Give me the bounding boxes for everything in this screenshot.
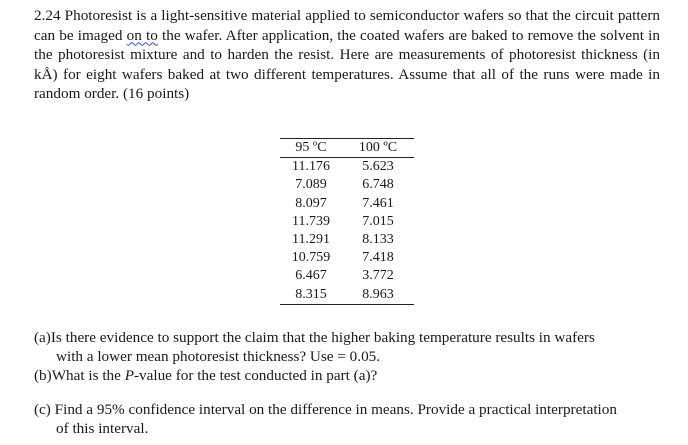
problem-statement bbox=[34, 6, 660, 104]
problem-text-start: 2.24 Photoresist is a light-sensitive material applied to semiconductor wafers so that the circuit pattern can be imaged bbox=[34, 7, 660, 44]
question-c-line2: of this interval. bbox=[56, 420, 149, 437]
column-header-95c: 95 ºC bbox=[280, 139, 342, 158]
table-cell: 8.097 bbox=[295, 195, 327, 211]
table-row bbox=[280, 176, 414, 194]
table-row bbox=[280, 286, 414, 305]
table-cell: 6.467 bbox=[295, 268, 327, 284]
thickness-data-table bbox=[280, 138, 414, 305]
table-cell: 3.772 bbox=[362, 268, 394, 284]
question-c bbox=[34, 400, 670, 438]
question-c-label: (c) bbox=[34, 401, 51, 418]
question-b-text-pre: What is the bbox=[51, 367, 125, 384]
table-row bbox=[280, 195, 414, 213]
table-row bbox=[280, 231, 414, 249]
table-cell: 8.315 bbox=[280, 286, 342, 305]
problem-text-end: the wafer. After application, the coated wafers are baked to remove the solvent in the photoresist mixture and to harden the resist. Here are measurements of photoresist thickness (in kÅ) for eight wafers baked at two different temperatures. Assume that all of the runs were made in random order. (16 points) bbox=[34, 26, 660, 103]
table-cell: 7.089 bbox=[295, 177, 327, 193]
table-cell: 7.015 bbox=[362, 213, 394, 229]
table-header-row bbox=[280, 139, 414, 158]
question-a-label: (a) bbox=[34, 329, 51, 346]
table-cell: 10.759 bbox=[291, 250, 331, 266]
table-cell: 6.748 bbox=[362, 177, 394, 193]
question-b-text-post: -value for the test conducted in part (a)? bbox=[133, 367, 378, 384]
table-cell: 11.739 bbox=[292, 213, 330, 229]
table-cell: 11.176 bbox=[292, 159, 330, 175]
column-header-100c: 100 ºC bbox=[342, 139, 414, 158]
table-cell: 7.418 bbox=[362, 250, 394, 266]
table-row bbox=[280, 213, 414, 231]
table-row bbox=[280, 249, 414, 267]
table-cell: 5.623 bbox=[362, 159, 394, 175]
question-a bbox=[34, 328, 670, 366]
table-row bbox=[280, 267, 414, 285]
question-b bbox=[34, 366, 670, 385]
question-a-line1: Is there evidence to support the claim that the higher baking temperature results in wafers bbox=[50, 329, 595, 346]
table-row bbox=[280, 158, 414, 177]
spellcheck-flagged-text: on to bbox=[126, 26, 158, 44]
table-cell: 7.461 bbox=[362, 195, 394, 211]
table-cell: 8.133 bbox=[362, 232, 394, 248]
question-b-label: (b) bbox=[34, 367, 52, 384]
question-b-pvalue-italic: P bbox=[124, 367, 134, 384]
question-c-line1: Find a 95% confidence interval on the difference in means. Provide a practical interpretation bbox=[50, 401, 617, 418]
table-cell: 11.291 bbox=[292, 232, 330, 248]
table-cell: 8.963 bbox=[342, 286, 414, 305]
question-a-line2: with a lower mean photoresist thickness? Use = 0.05. bbox=[56, 348, 381, 365]
